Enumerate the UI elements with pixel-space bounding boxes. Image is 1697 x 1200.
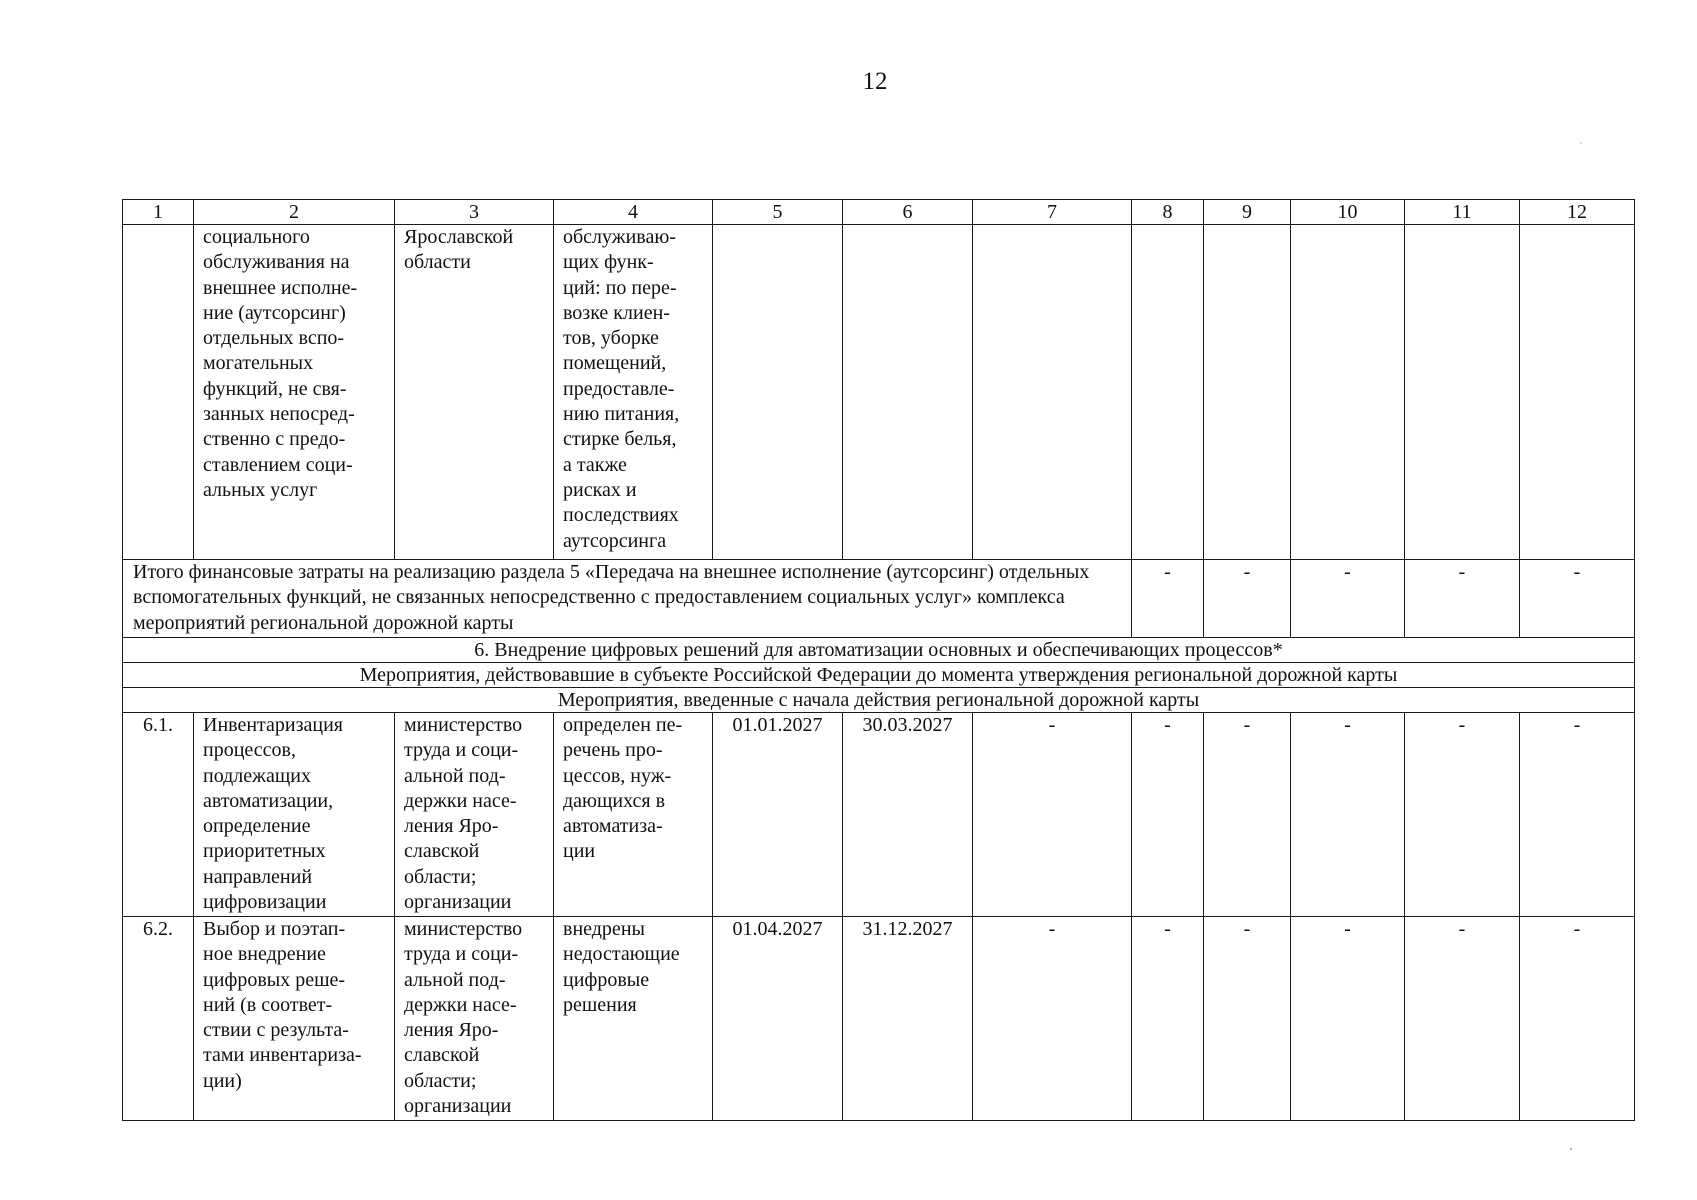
- executor-cell: министерство труда и соци- альной под- держки насе- ления Яро- славской области; организации: [395, 917, 554, 1121]
- row-number-cell: [123, 225, 194, 560]
- table-row: [123, 225, 1635, 560]
- section-row: [123, 638, 1635, 663]
- total-value-cell: -: [1405, 560, 1520, 638]
- end-date-cell: 30.03.2027: [843, 713, 973, 917]
- column-number: 5: [713, 200, 843, 225]
- table-row: [123, 917, 1635, 1121]
- column-number: 6: [843, 200, 973, 225]
- empty-cell: [1291, 225, 1405, 560]
- value-cell: -: [1204, 917, 1291, 1121]
- column-number: 12: [1520, 200, 1635, 225]
- start-date-cell: 01.04.2027: [713, 917, 843, 1121]
- section-title: 6. Внедрение цифровых решений для автоматизации основных и обеспечивающих процессов*: [123, 638, 1635, 663]
- row-number-cell: 6.1.: [123, 713, 194, 917]
- column-number-row: [123, 200, 1635, 225]
- subsection-after-title: Мероприятия, введенные с начала действия региональной дорожной карты: [123, 688, 1635, 713]
- value-cell: -: [1405, 713, 1520, 917]
- value-cell: -: [973, 713, 1132, 917]
- column-number: 2: [194, 200, 395, 225]
- page-number: 12: [862, 68, 888, 95]
- total-value-cell: -: [1520, 560, 1635, 638]
- start-date-cell: 01.01.2027: [713, 713, 843, 917]
- scan-speck: [1570, 1148, 1572, 1150]
- value-cell: -: [1132, 917, 1204, 1121]
- column-number: 4: [554, 200, 713, 225]
- value-cell: -: [973, 917, 1132, 1121]
- total-label: Итого финансовые затраты на реализацию раздела 5 «Передача на внешнее исполнение (аутсорсинг) отдельных вспомогательных функций, не связанных непосредственно с предоставлением социальных услуг» комплекса мероприятий региональной дорожной карты: [123, 560, 1132, 638]
- total-value-cell: -: [1291, 560, 1405, 638]
- result-cell: обслуживаю- щих функ- ций: по пере- возке клиен- тов, уборке помещений, предоставле- нию питания, стирке белья, а также рисках и последствиях аутсорсинга: [554, 225, 713, 560]
- column-number: 10: [1291, 200, 1405, 225]
- empty-cell: [843, 225, 973, 560]
- value-cell: -: [1291, 713, 1405, 917]
- value-cell: -: [1520, 917, 1635, 1121]
- column-number: 11: [1405, 200, 1520, 225]
- roadmap-table: [122, 199, 1635, 1121]
- empty-cell: [1132, 225, 1204, 560]
- executor-cell: Ярославской области: [395, 225, 554, 560]
- scan-speck: [1580, 142, 1582, 144]
- empty-cell: [973, 225, 1132, 560]
- total-value-cell: -: [1132, 560, 1204, 638]
- column-number: 8: [1132, 200, 1204, 225]
- executor-cell: министерство труда и соци- альной под- держки насе- ления Яро- славской области; организации: [395, 713, 554, 917]
- value-cell: -: [1405, 917, 1520, 1121]
- column-number: 1: [123, 200, 194, 225]
- value-cell: -: [1132, 713, 1204, 917]
- column-number: 9: [1204, 200, 1291, 225]
- column-number: 3: [395, 200, 554, 225]
- value-cell: -: [1520, 713, 1635, 917]
- subsection-before-title: Мероприятия, действовавшие в субъекте Российской Федерации до момента утверждения региональной дорожной карты: [123, 663, 1635, 688]
- empty-cell: [1405, 225, 1520, 560]
- total-row: [123, 560, 1635, 638]
- table-row: [123, 713, 1635, 917]
- result-cell: определен пе- речень про- цессов, нуж- дающихся в автоматиза- ции: [554, 713, 713, 917]
- measure-name-cell: Инвентаризация процессов, подлежащих автоматизации, определение приоритетных направлений цифровизации: [194, 713, 395, 917]
- empty-cell: [1520, 225, 1635, 560]
- end-date-cell: 31.12.2027: [843, 917, 973, 1121]
- column-number: 7: [973, 200, 1132, 225]
- measure-name-cell: социального обслуживания на внешнее исполне- ние (аутсорсинг) отдельных вспо- могательных функций, не свя- занных непосред- ственно с предо- ставлением соци- альных услуг: [194, 225, 395, 560]
- subsection-row: [123, 663, 1635, 688]
- measure-name-cell: Выбор и поэтап- ное внедрение цифровых реше- ний (в соответ- ствии с результа- тами инвентариза- ции): [194, 917, 395, 1121]
- row-number-cell: 6.2.: [123, 917, 194, 1121]
- total-value-cell: -: [1204, 560, 1291, 638]
- empty-cell: [1204, 225, 1291, 560]
- value-cell: -: [1291, 917, 1405, 1121]
- empty-cell: [713, 225, 843, 560]
- value-cell: -: [1204, 713, 1291, 917]
- subsection-row: [123, 688, 1635, 713]
- result-cell: внедрены недостающие цифровые решения: [554, 917, 713, 1121]
